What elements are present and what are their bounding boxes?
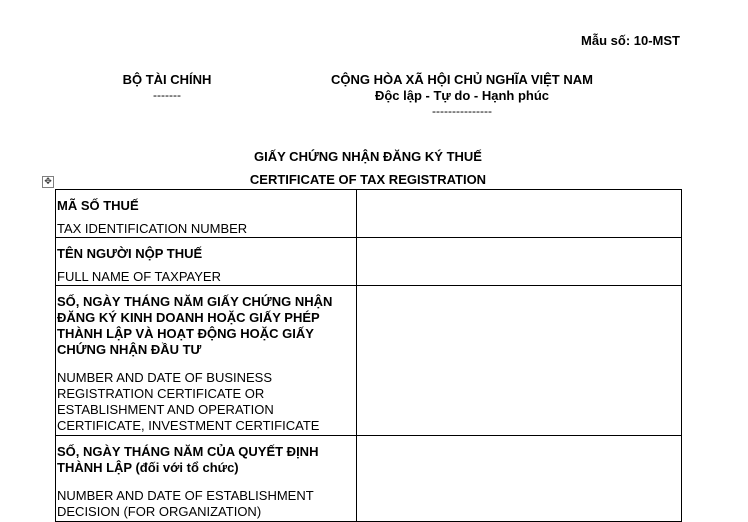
label-cell [56, 190, 357, 238]
ministry-block [105, 72, 229, 102]
row-label-vn: TÊN NGƯỜI NỘP THUẾ [57, 246, 203, 261]
row-label-vn: MÃ SỐ THUẾ [57, 198, 139, 213]
label-line: SỐ, NGÀY THÁNG NĂM CỦA QUYẾT ĐỊNH [57, 444, 319, 459]
national-motto: Độc lập - Tự do - Hạnh phúc [374, 88, 550, 103]
business-registration-value-cell[interactable] [357, 286, 682, 436]
label-line: ESTABLISHMENT AND OPERATION [57, 402, 274, 417]
row-label-en [57, 488, 355, 520]
label-line: NUMBER AND DATE OF ESTABLISHMENT [57, 488, 314, 503]
taxpayer-name-value-cell[interactable] [357, 238, 682, 286]
registration-table [55, 189, 682, 522]
tax-id-value-cell[interactable] [357, 190, 682, 238]
row-label-vn [57, 294, 355, 358]
row-label-vn [57, 444, 355, 476]
label-line: REGISTRATION CERTIFICATE OR [57, 386, 265, 401]
table-move-handle-icon[interactable]: ✥ [42, 176, 54, 188]
label-line: ĐĂNG KÝ KINH DOANH HOẶC GIẤY PHÉP [57, 310, 320, 325]
label-line: THÀNH LẬP VÀ HOẠT ĐỘNG HOẶC GIẤY [57, 326, 314, 341]
republic-name: CỘNG HÒA XÃ HỘI CHỦ NGHĨA VIỆT NAM [331, 72, 593, 87]
label-cell [56, 436, 357, 522]
republic-divider: --------------- [432, 104, 492, 118]
ministry-divider: ------- [153, 88, 181, 102]
form-number: Mẫu số: 10-MST [581, 33, 680, 48]
table-row [56, 238, 682, 286]
table-row [56, 286, 682, 436]
republic-block [312, 72, 612, 118]
label-line: THÀNH LẬP (đối với tổ chức) [57, 460, 239, 475]
label-cell [56, 286, 357, 436]
ministry-name: BỘ TÀI CHÍNH [122, 72, 212, 87]
row-label-en: TAX IDENTIFICATION NUMBER [57, 221, 248, 236]
label-line: CERTIFICATE, INVESTMENT CERTIFICATE [57, 418, 320, 433]
label-line: SỐ, NGÀY THÁNG NĂM GIẤY CHỨNG NHẬN [57, 294, 333, 309]
row-label-en [57, 370, 355, 434]
label-line: CHỨNG NHẬN ĐẦU TƯ [57, 342, 202, 357]
label-cell [56, 238, 357, 286]
table-row [56, 436, 682, 522]
row-label-en: FULL NAME OF TAXPAYER [57, 269, 221, 284]
document-subtitle: CERTIFICATE OF TAX REGISTRATION [249, 172, 487, 187]
label-line: NUMBER AND DATE OF BUSINESS [57, 370, 273, 385]
establishment-decision-value-cell[interactable] [357, 436, 682, 522]
table-row [56, 190, 682, 238]
document-title: GIẤY CHỨNG NHẬN ĐĂNG KÝ THUẾ [254, 149, 482, 164]
label-line: DECISION (FOR ORGANIZATION) [57, 504, 262, 519]
